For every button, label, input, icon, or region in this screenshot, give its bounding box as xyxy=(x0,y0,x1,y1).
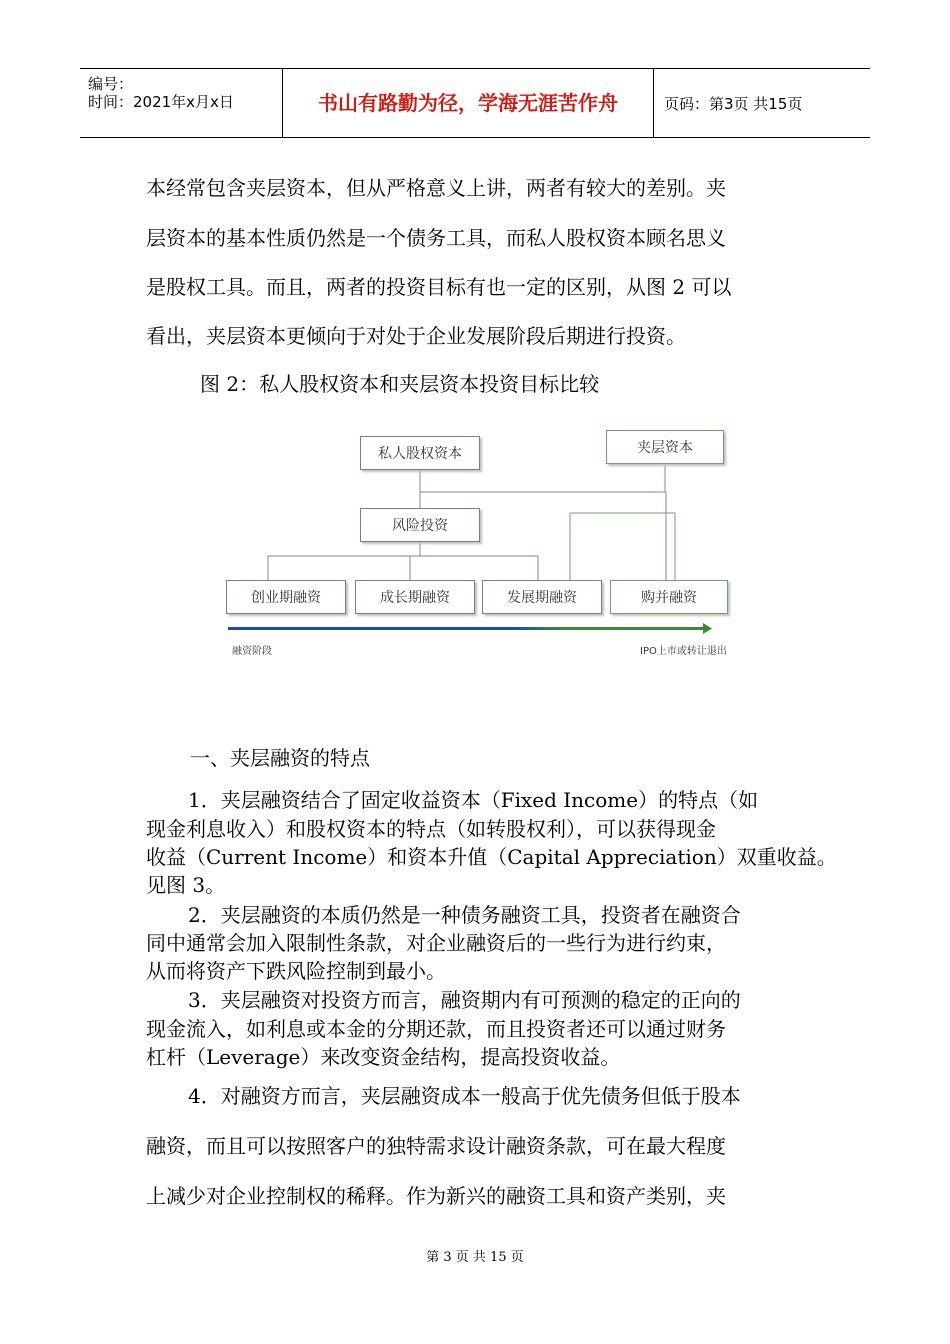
page-header xyxy=(80,68,870,138)
paragraph-line: 从而将资产下跌风险控制到最小。 xyxy=(146,959,446,983)
paragraph-line: 层资本的基本性质仍然是一个债务工具，而私人股权资本顾名思义 xyxy=(146,226,726,250)
paragraph-line: 看出，夹层资本更倾向于对处于企业发展阶段后期进行投资。 xyxy=(146,324,686,348)
paragraph-line: 3．夹层融资对投资方而言，融资期内有可预测的稳定的正向的 xyxy=(188,988,741,1012)
paragraph-line: 1．夹层融资结合了固定收益资本（Fixed Income）的特点（如 xyxy=(188,788,759,812)
paragraph-line: 上减少对企业控制权的稀释。作为新兴的融资工具和资产类别，夹 xyxy=(146,1184,726,1208)
axis-right-label: IPO上市或转让退出 xyxy=(640,646,727,657)
figure-caption: 图 2：私人股权资本和夹层资本投资目标比较 xyxy=(200,372,600,396)
section-title: 一、夹层融资的特点 xyxy=(190,746,370,770)
paragraph-line: 融资，而且可以按照客户的独特需求设计融资条款，可在最大程度 xyxy=(146,1134,726,1158)
header-motto: 书山有路勤为径，学海无涯苦作舟 xyxy=(283,69,654,137)
header-page-info: 页码：第3页 共15页 xyxy=(664,95,803,113)
startup-financing-box: 创业期融资 xyxy=(226,580,346,614)
growth-financing-box: 成长期融资 xyxy=(355,580,475,614)
paragraph-line: 是股权工具。而且，两者的投资目标有也一定的区别，从图 2 可以 xyxy=(146,275,732,299)
expansion-financing-box: 发展期融资 xyxy=(482,580,602,614)
paragraph-line: 现金利息收入）和股权资本的特点（如转股权利），可以获得现金 xyxy=(146,817,716,841)
paragraph-line: 同中通常会加入限制性条款，对企业融资后的一些行为进行约束， xyxy=(146,931,726,955)
investment-target-diagram xyxy=(220,420,740,665)
time-label: 时间：2021年x月x日 xyxy=(88,93,234,111)
page-footer: 第 3 页 共 15 页 xyxy=(426,1250,524,1265)
paragraph-line: 杠杆（Leverage）来改变资金结构，提高投资收益。 xyxy=(146,1045,621,1069)
mna-financing-box: 购并融资 xyxy=(610,580,728,614)
venture-capital-box: 风险投资 xyxy=(360,508,480,542)
paragraph-line: 见图 3。 xyxy=(146,873,226,897)
axis-left-label: 融资阶段 xyxy=(232,646,272,657)
mezzanine-box: 夹层资本 xyxy=(606,430,724,464)
paragraph-line: 本经常包含夹层资本，但从严格意义上讲，两者有较大的差别。夹 xyxy=(146,176,726,200)
paragraph-line: 4．对融资方而言，夹层融资成本一般高于优先债务但低于股本 xyxy=(188,1084,741,1108)
paragraph-line: 现金流入，如利息或本金的分期还款，而且投资者还可以通过财务 xyxy=(146,1017,726,1041)
header-meta xyxy=(80,69,283,137)
paragraph-line: 2．夹层融资的本质仍然是一种债务融资工具，投资者在融资合 xyxy=(188,903,741,927)
paragraph-line: 收益（Current Income）和资本升值（Capital Appreciation）双重收益。 xyxy=(146,845,837,869)
number-label: 编号： xyxy=(88,75,134,93)
private-equity-box: 私人股权资本 xyxy=(360,436,480,470)
